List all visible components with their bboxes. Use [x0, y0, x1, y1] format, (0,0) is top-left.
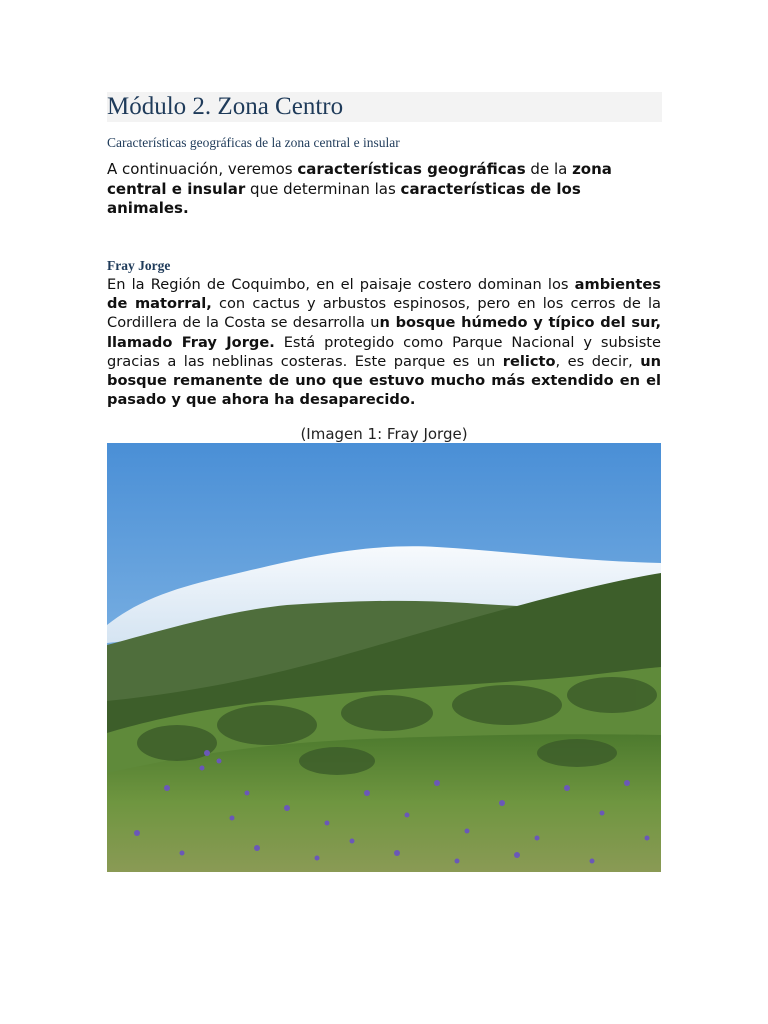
- text-run: con cactus y arbustos espinosos, pero en los cerros de la Cordillera de la Costa se desarrolla u: [107, 295, 661, 332]
- text-run: de la: [525, 160, 573, 178]
- image-caption: (Imagen 1: Fray Jorge): [300, 425, 468, 443]
- bold-text-run: n bosque húmedo y típico del sur, llamado Fray Jorge.: [107, 314, 661, 351]
- text-run: A continuación, veremos: [107, 160, 298, 178]
- bold-text-run: características de los animales.: [107, 179, 581, 217]
- section-heading-fray-jorge: Fray Jorge: [107, 258, 171, 273]
- bold-text-run: características geográficas: [297, 160, 526, 178]
- fray-jorge-paragraph: [107, 275, 661, 409]
- fray-jorge-photo: [107, 443, 661, 872]
- text-run: Está protegido como Parque Nacional y subsiste gracias a las neblinas costeras. Este parque es un: [107, 333, 661, 370]
- text-run: , es decir,: [555, 352, 641, 370]
- intro-paragraph: [107, 160, 667, 219]
- bold-text-run: relicto: [502, 352, 556, 370]
- page-title: Módulo 2. Zona Centro: [107, 93, 344, 120]
- page-subtitle: Características geográficas de la zona central e insular: [107, 135, 400, 150]
- bold-text-run: un bosque remanente de uno que estuvo mucho más extendido en el pasado y que ahora ha desaparecido.: [107, 352, 661, 409]
- bold-text-run: ambientes de matorral,: [107, 276, 661, 313]
- bold-text-run: zona central e insular: [107, 160, 612, 198]
- text-run: En la Región de Coquimbo, en el paisaje costero dominan los: [107, 276, 575, 293]
- text-run: que determinan las: [245, 179, 401, 198]
